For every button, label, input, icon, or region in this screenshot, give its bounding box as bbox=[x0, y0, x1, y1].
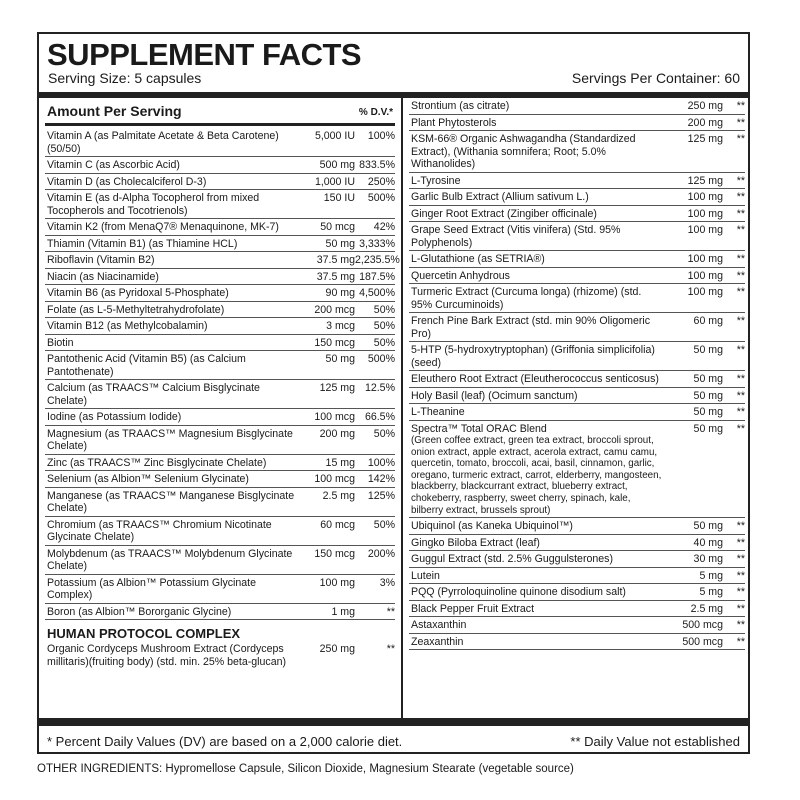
ingredient-dv: ** bbox=[736, 422, 745, 435]
ingredient-amount: 100 mg bbox=[687, 224, 723, 236]
ingredient-dv: 500% bbox=[367, 353, 395, 365]
ingredient-dv: 500% bbox=[367, 192, 395, 204]
ingredient-name-text: Quercetin Anhydrous bbox=[411, 269, 510, 282]
ingredient-dv: 3,333% bbox=[359, 237, 395, 250]
ingredient-dv: ** bbox=[736, 553, 745, 566]
ingredient-name-text: Molybdenum (as TRAACS™ Molybdenum Glycinate Chelate) bbox=[47, 547, 293, 572]
ingredient-name-text: L-Tyrosine bbox=[411, 174, 461, 187]
ingredient-dv: ** bbox=[736, 602, 745, 615]
ingredient-dv: 50% bbox=[373, 303, 395, 316]
ingredient-amount: 50 mcg bbox=[320, 221, 355, 233]
ingredient-name bbox=[45, 382, 295, 407]
ingredient-name-text: Magnesium (as TRAACS™ Magnesium Bisglycinate Chelate) bbox=[47, 427, 293, 452]
ingredient-amount: 90 mg bbox=[325, 287, 355, 299]
ingredient-name bbox=[409, 100, 663, 113]
ingredient-row bbox=[45, 575, 395, 604]
ingredient-name bbox=[45, 238, 295, 251]
ingredient-row bbox=[45, 190, 395, 219]
ingredient-dv: 50% bbox=[373, 320, 395, 332]
ingredient-name bbox=[45, 287, 295, 300]
ingredient-name bbox=[409, 191, 663, 204]
blend-ingredients: (Green coffee extract, green tea extract, broccoli sprout, onion extract, apple extract, acerola extract, camu camu, quercetin, tomato, broccoli, acai, basil, cinnamon, garlic, oregano, turmeric extract, carrot, elderberry, mangosteen, blackberry, blackcurrant extract, blueberry extract, chokeberry, raspberry, sweet cherry, spinach, kale, bilberry extract, brussels sprout) bbox=[411, 435, 662, 516]
ingredient-amount: 60 mg bbox=[693, 315, 723, 327]
ingredient-amount: 50 mg bbox=[693, 520, 723, 533]
ingredient-name bbox=[45, 130, 295, 155]
ingredient-name bbox=[45, 473, 295, 486]
ingredient-row bbox=[45, 335, 395, 352]
ingredient-name-text: Biotin bbox=[47, 336, 74, 349]
ingredient-name-text: Vitamin B12 (as Methylcobalamin) bbox=[47, 320, 208, 332]
ingredient-name-text: Ubiquinol (as Kaneka Ubiquinol™) bbox=[411, 520, 573, 533]
ingredient-name bbox=[45, 192, 295, 217]
ingredient-name bbox=[409, 570, 663, 583]
ingredient-row bbox=[45, 351, 395, 380]
ingredient-name-text: Spectra™ Total ORAC Blend bbox=[411, 422, 547, 435]
ingredient-amount: 37.5 mg bbox=[316, 270, 355, 283]
ingredient-name: Organic Cordyceps Mushroom Extract (Cordyceps millitaris)(fruiting body) (std. min. 25% beta-glucan) bbox=[47, 643, 287, 668]
ingredient-name-text: Astaxanthin bbox=[411, 619, 467, 632]
ingredient-dv: 2,235.5% bbox=[355, 254, 400, 266]
ingredient-amount: 150 mcg bbox=[314, 336, 355, 349]
ingredient-row bbox=[45, 269, 395, 286]
ingredient-dv: ** bbox=[736, 286, 745, 298]
ingredient-name bbox=[409, 286, 663, 311]
ingredient-row bbox=[409, 131, 745, 173]
ingredient-name-text: Holy Basil (leaf) (Ocimum sanctum) bbox=[411, 389, 578, 402]
ingredient-name-text: Pantothenic Acid (Vitamin B5) (as Calcium Pantothenate) bbox=[47, 353, 246, 378]
ingredient-name-text: L-Glutathione (as SETRIA®) bbox=[411, 253, 545, 265]
ingredient-name-text: Turmeric Extract (Curcuma longa) (rhizome) (std. 95% Curcuminoids) bbox=[411, 286, 642, 311]
ingredient-row bbox=[409, 404, 745, 421]
ingredient-amount: 37.5 mg bbox=[316, 254, 355, 266]
ingredient-amount: 100 mcg bbox=[314, 411, 355, 423]
ingredient-name bbox=[409, 636, 663, 649]
ingredient-name-text: 5-HTP (5-hydroxytryptophan) (Griffonia simplicifolia) (seed) bbox=[411, 344, 655, 369]
right-column bbox=[409, 98, 745, 650]
ingredient-row bbox=[409, 115, 745, 132]
ingredient-name bbox=[409, 175, 663, 188]
ingredient-dv: ** bbox=[736, 635, 745, 648]
footnote-not-established: ** Daily Value not established bbox=[570, 734, 740, 749]
ingredient-name bbox=[45, 254, 295, 267]
ingredient-name-text: Thiamin (Vitamin B1) (as Thiamine HCL) bbox=[47, 237, 238, 250]
ingredient-name bbox=[45, 159, 295, 172]
ingredient-row bbox=[45, 302, 395, 319]
ingredient-amount: 125 mg bbox=[319, 382, 355, 394]
ingredient-name bbox=[45, 320, 295, 333]
ingredient-dv: ** bbox=[736, 100, 745, 112]
serving-size: Serving Size: 5 capsules bbox=[48, 70, 202, 86]
column-header bbox=[45, 98, 395, 126]
ingredient-name bbox=[45, 577, 295, 602]
ingredient-dv: ** bbox=[736, 619, 745, 632]
ingredient-dv: 66.5% bbox=[364, 411, 395, 423]
ingredient-amount: 200 mg bbox=[319, 427, 355, 440]
ingredient-row bbox=[45, 252, 400, 269]
ingredient-amount: 50 mg bbox=[325, 353, 355, 365]
ingredient-name bbox=[409, 344, 663, 369]
ingredient-row bbox=[409, 551, 745, 568]
ingredient-name-text: Plant Phytosterols bbox=[411, 116, 497, 129]
ingredient-name-text: Manganese (as TRAACS™ Manganese Bisglycinate Chelate) bbox=[47, 489, 295, 514]
ingredient-amount: 50 mg bbox=[693, 406, 723, 418]
ingredient-amount: 100 mcg bbox=[314, 473, 355, 485]
ingredient-row bbox=[409, 535, 745, 552]
ingredient-row bbox=[45, 471, 395, 488]
ingredient-row bbox=[45, 426, 395, 455]
ingredient-name bbox=[45, 271, 295, 284]
ingredient-row bbox=[45, 219, 395, 236]
ingredient-name bbox=[409, 553, 663, 566]
ingredient-row bbox=[409, 222, 745, 251]
ingredient-name bbox=[409, 537, 663, 550]
left-column bbox=[45, 98, 400, 668]
ingredient-amount: 100 mg bbox=[687, 253, 723, 265]
ingredient-dv: ** bbox=[386, 643, 395, 655]
ingredient-amount: 500 mg bbox=[319, 159, 355, 171]
ingredient-name bbox=[409, 270, 663, 283]
ingredient-name bbox=[45, 304, 295, 317]
ingredient-row bbox=[409, 634, 745, 651]
ingredient-name-text: Eleuthero Root Extract (Eleutherococcus senticosus) bbox=[411, 373, 659, 385]
ingredient-dv: ** bbox=[736, 116, 745, 129]
ingredient-row bbox=[409, 206, 745, 223]
ingredient-row bbox=[409, 251, 745, 268]
ingredient-dv: ** bbox=[736, 315, 745, 327]
ingredient-name bbox=[45, 353, 295, 378]
bottom-rule bbox=[39, 718, 748, 726]
ingredient-dv: ** bbox=[736, 174, 745, 187]
ingredient-row bbox=[45, 488, 395, 517]
ingredient-name bbox=[409, 406, 663, 419]
ingredient-name bbox=[45, 176, 295, 189]
ingredient-name-text: French Pine Bark Extract (std. min 90% Oligomeric Pro) bbox=[411, 315, 651, 340]
ingredient-row bbox=[409, 189, 745, 206]
ingredient-name-text: L-Theanine bbox=[411, 406, 465, 418]
ingredient-row bbox=[409, 268, 745, 285]
ingredient-dv: 100% bbox=[367, 130, 395, 142]
ingredient-name-text: Niacin (as Niacinamide) bbox=[47, 270, 159, 283]
ingredient-name-text: Strontium (as citrate) bbox=[411, 100, 510, 112]
ingredient-amount: 100 mg bbox=[687, 286, 723, 298]
ingredient-name-text: Vitamin D (as Cholecalciferol D-3) bbox=[47, 175, 207, 188]
ingredient-row bbox=[409, 173, 745, 190]
ingredient-dv: ** bbox=[736, 569, 745, 582]
ingredient-name bbox=[409, 224, 663, 249]
ingredient-name-text: Guggul Extract (std. 2.5% Guggulsterones) bbox=[411, 553, 613, 566]
ingredient-dv: ** bbox=[736, 207, 745, 220]
ingredient-name-text: Zinc (as TRAACS™ Zinc Bisglycinate Chelate) bbox=[47, 456, 267, 469]
ingredient-name-text: Folate (as L-5-Methyltetrahydrofolate) bbox=[47, 303, 225, 316]
ingredient-name bbox=[409, 390, 663, 403]
ingredient-dv: 50% bbox=[373, 518, 395, 531]
ingredient-amount: 50 mg bbox=[693, 373, 723, 385]
other-ingredients: OTHER INGREDIENTS: Hypromellose Capsule, Silicon Dioxide, Magnesium Stearate (vegetable source) bbox=[37, 763, 574, 775]
ingredient-row bbox=[45, 285, 395, 302]
ingredient-name bbox=[45, 606, 295, 619]
ingredient-amount: 5 mg bbox=[699, 586, 723, 599]
ingredient-amount: 150 mcg bbox=[314, 547, 355, 560]
ingredient-name bbox=[45, 490, 295, 515]
ingredient-amount: 200 mg bbox=[687, 116, 723, 129]
ingredient-name-text: Lutein bbox=[411, 569, 440, 582]
ingredient-name-text: Black Pepper Fruit Extract bbox=[411, 602, 535, 615]
ingredient-name-text: Riboflavin (Vitamin B2) bbox=[47, 254, 155, 266]
ingredient-name bbox=[409, 373, 663, 386]
ingredient-name bbox=[45, 548, 295, 573]
ingredient-row bbox=[45, 517, 395, 546]
ingredient-amount: 500 mcg bbox=[682, 635, 723, 648]
ingredient-name bbox=[409, 208, 663, 221]
ingredient-amount: 2.5 mg bbox=[322, 489, 355, 502]
ingredient-amount: 3 mcg bbox=[326, 320, 355, 332]
ingredient-amount: 50 mg bbox=[325, 237, 355, 250]
ingredient-row bbox=[409, 342, 745, 371]
ingredient-amount: 200 mcg bbox=[314, 303, 355, 316]
ingredient-name-text: Boron (as Albion™ Bororganic Glycine) bbox=[47, 605, 232, 618]
ingredient-dv: 4,500% bbox=[359, 287, 395, 299]
footnote-daily-value: * Percent Daily Values (DV) are based on a 2,000 calorie diet. bbox=[47, 734, 403, 749]
ingredient-amount: 100 mg bbox=[319, 576, 355, 589]
ingredient-name bbox=[409, 586, 663, 599]
ingredient-row bbox=[409, 388, 745, 405]
ingredient-name-text: Vitamin K2 (from MenaQ7® Menaquinone, MK-7) bbox=[47, 221, 279, 233]
ingredient-row bbox=[45, 236, 395, 253]
ingredient-name-text: KSM-66® Organic Ashwagandha (Standardized Extract), (Withania somnifera; Root; 5.0% Withanolides) bbox=[411, 133, 636, 170]
ingredient-dv: 50% bbox=[373, 336, 395, 349]
ingredient-row bbox=[45, 128, 395, 157]
ingredient-amount: 50 mg bbox=[693, 422, 723, 435]
ingredient-name bbox=[45, 457, 295, 470]
ingredient-row bbox=[409, 568, 745, 585]
ingredient-amount: 100 mg bbox=[687, 191, 723, 203]
panel-title: SUPPLEMENT FACTS bbox=[47, 37, 362, 72]
column-divider bbox=[401, 98, 403, 722]
ingredient-dv: ** bbox=[736, 520, 745, 533]
left-nutrient-list bbox=[45, 128, 400, 620]
ingredient-row bbox=[409, 518, 745, 535]
ingredient-row bbox=[45, 380, 395, 409]
ingredient-amount: 15 mg bbox=[325, 456, 355, 469]
ingredient-dv: 12.5% bbox=[364, 382, 395, 394]
ingredient-amount: 60 mcg bbox=[320, 518, 355, 531]
ingredient-amount: 150 IU bbox=[323, 192, 355, 204]
ingredient-name-text: Vitamin C (as Ascorbic Acid) bbox=[47, 159, 180, 171]
ingredient-amount: 5,000 IU bbox=[314, 130, 355, 142]
ingredient-name bbox=[45, 411, 295, 424]
ingredient-amount: 100 mg bbox=[687, 269, 723, 282]
ingredient-amount: 125 mg bbox=[687, 174, 723, 187]
ingredient-dv: ** bbox=[736, 191, 745, 203]
ingredient-row bbox=[409, 584, 745, 601]
ingredient-name bbox=[409, 520, 663, 533]
ingredient-row bbox=[409, 617, 745, 634]
ingredient-dv: ** bbox=[736, 253, 745, 265]
ingredient-name-text: Potassium (as Albion™ Potassium Glycinate Complex) bbox=[47, 576, 257, 601]
ingredient-row bbox=[409, 601, 745, 618]
ingredient-amount: 2.5 mg bbox=[690, 602, 723, 615]
ingredient-dv: 200% bbox=[367, 547, 395, 560]
ingredient-name-text: Garlic Bulb Extract (Allium sativum L.) bbox=[411, 191, 589, 203]
ingredient-name-text: Vitamin E (as d-Alpha Tocopherol from mixed Tocopherols and Tocotrienols) bbox=[47, 192, 260, 217]
ingredient-row bbox=[45, 455, 395, 472]
ingredient-name bbox=[409, 603, 663, 616]
ingredient-name-text: Vitamin A (as Palmitate Acetate & Beta Carotene) (50/50) bbox=[47, 130, 279, 155]
ingredient-dv: 125% bbox=[367, 489, 395, 502]
ingredient-row bbox=[45, 318, 395, 335]
ingredient-row bbox=[45, 546, 395, 575]
ingredient-name-text: Ginger Root Extract (Zingiber officinale) bbox=[411, 207, 597, 220]
ingredient-name bbox=[409, 423, 663, 517]
ingredient-name bbox=[45, 221, 295, 234]
ingredient-name-text: Grape Seed Extract (Vitis vinifera) (Std. 95% Polyphenols) bbox=[411, 224, 621, 249]
ingredient-amount: 125 mg bbox=[687, 133, 723, 145]
dv-heading: % D.V.* bbox=[358, 107, 393, 118]
ingredient-name bbox=[409, 315, 663, 340]
ingredient-amount: 1 mg bbox=[331, 605, 355, 618]
ingredient-dv: 3% bbox=[379, 576, 395, 589]
ingredient-dv: ** bbox=[736, 389, 745, 402]
ingredient-name-text: PQQ (Pyrroloquinoline quinone disodium salt) bbox=[411, 586, 626, 599]
ingredient-amount: 500 mcg bbox=[682, 619, 723, 632]
ingredient-name-text: Calcium (as TRAACS™ Calcium Bisglycinate Chelate) bbox=[47, 382, 260, 407]
ingredient-name bbox=[45, 519, 295, 544]
ingredient-dv: ** bbox=[386, 605, 395, 618]
ingredient-row bbox=[409, 421, 745, 519]
supplement-facts-panel bbox=[37, 32, 750, 754]
ingredient-dv: 250% bbox=[367, 175, 395, 188]
servings-per-container: Servings Per Container: 60 bbox=[571, 70, 740, 86]
ingredient-dv: ** bbox=[736, 269, 745, 282]
ingredient-name-text: Vitamin B6 (as Pyridoxal 5-Phosphate) bbox=[47, 287, 229, 299]
ingredient-name-text: Gingko Biloba Extract (leaf) bbox=[411, 536, 540, 549]
ingredient-dv: 100% bbox=[367, 456, 395, 469]
ingredient-name-text: Selenium (as Albion™ Selenium Glycinate) bbox=[47, 473, 249, 485]
ingredient-dv: ** bbox=[736, 224, 745, 236]
ingredient-dv: ** bbox=[736, 406, 745, 418]
ingredient-row bbox=[45, 157, 395, 174]
ingredient-dv: 187.5% bbox=[359, 270, 395, 283]
ingredient-row bbox=[409, 371, 745, 388]
ingredient-amount: 50 mg bbox=[693, 389, 723, 402]
ingredient-name bbox=[45, 428, 295, 453]
amount-per-serving-heading: Amount Per Serving bbox=[47, 103, 182, 119]
ingredient-amount: 250 mg bbox=[319, 643, 355, 655]
ingredient-row bbox=[409, 98, 745, 115]
ingredient-dv: ** bbox=[736, 133, 745, 145]
ingredient-name bbox=[409, 253, 663, 266]
ingredient-name-text: Iodine (as Potassium Iodide) bbox=[47, 411, 182, 423]
ingredient-row bbox=[45, 604, 395, 621]
human-protocol-row bbox=[45, 641, 395, 668]
right-ingredient-list bbox=[409, 98, 745, 650]
ingredient-amount: 40 mg bbox=[693, 536, 723, 549]
ingredient-row bbox=[409, 313, 745, 342]
ingredient-dv: 42% bbox=[373, 221, 395, 233]
ingredient-dv: 142% bbox=[367, 473, 395, 485]
ingredient-row bbox=[45, 174, 395, 191]
ingredient-amount: 250 mg bbox=[687, 100, 723, 112]
ingredient-amount: 100 mg bbox=[687, 207, 723, 220]
ingredient-amount: 30 mg bbox=[693, 553, 723, 566]
ingredient-name bbox=[45, 337, 295, 350]
human-protocol-heading: HUMAN PROTOCOL COMPLEX bbox=[47, 626, 241, 641]
ingredient-name bbox=[409, 133, 663, 171]
ingredient-name bbox=[409, 117, 663, 130]
ingredient-amount: 50 mg bbox=[693, 344, 723, 356]
ingredient-name-text: Zeaxanthin bbox=[411, 635, 464, 648]
ingredient-dv: ** bbox=[736, 344, 745, 356]
ingredient-dv: 50% bbox=[373, 427, 395, 440]
ingredient-row bbox=[45, 409, 395, 426]
ingredient-dv: ** bbox=[736, 373, 745, 385]
ingredient-row bbox=[409, 284, 745, 313]
ingredient-name-text: Chromium (as TRAACS™ Chromium Nicotinate Glycinate Chelate) bbox=[47, 518, 272, 543]
ingredient-amount: 5 mg bbox=[699, 569, 723, 582]
ingredient-name bbox=[409, 619, 663, 632]
ingredient-dv: ** bbox=[736, 536, 745, 549]
ingredient-dv: 833.5% bbox=[359, 159, 395, 171]
ingredient-dv: ** bbox=[736, 586, 745, 599]
ingredient-amount: 1,000 IU bbox=[314, 175, 355, 188]
